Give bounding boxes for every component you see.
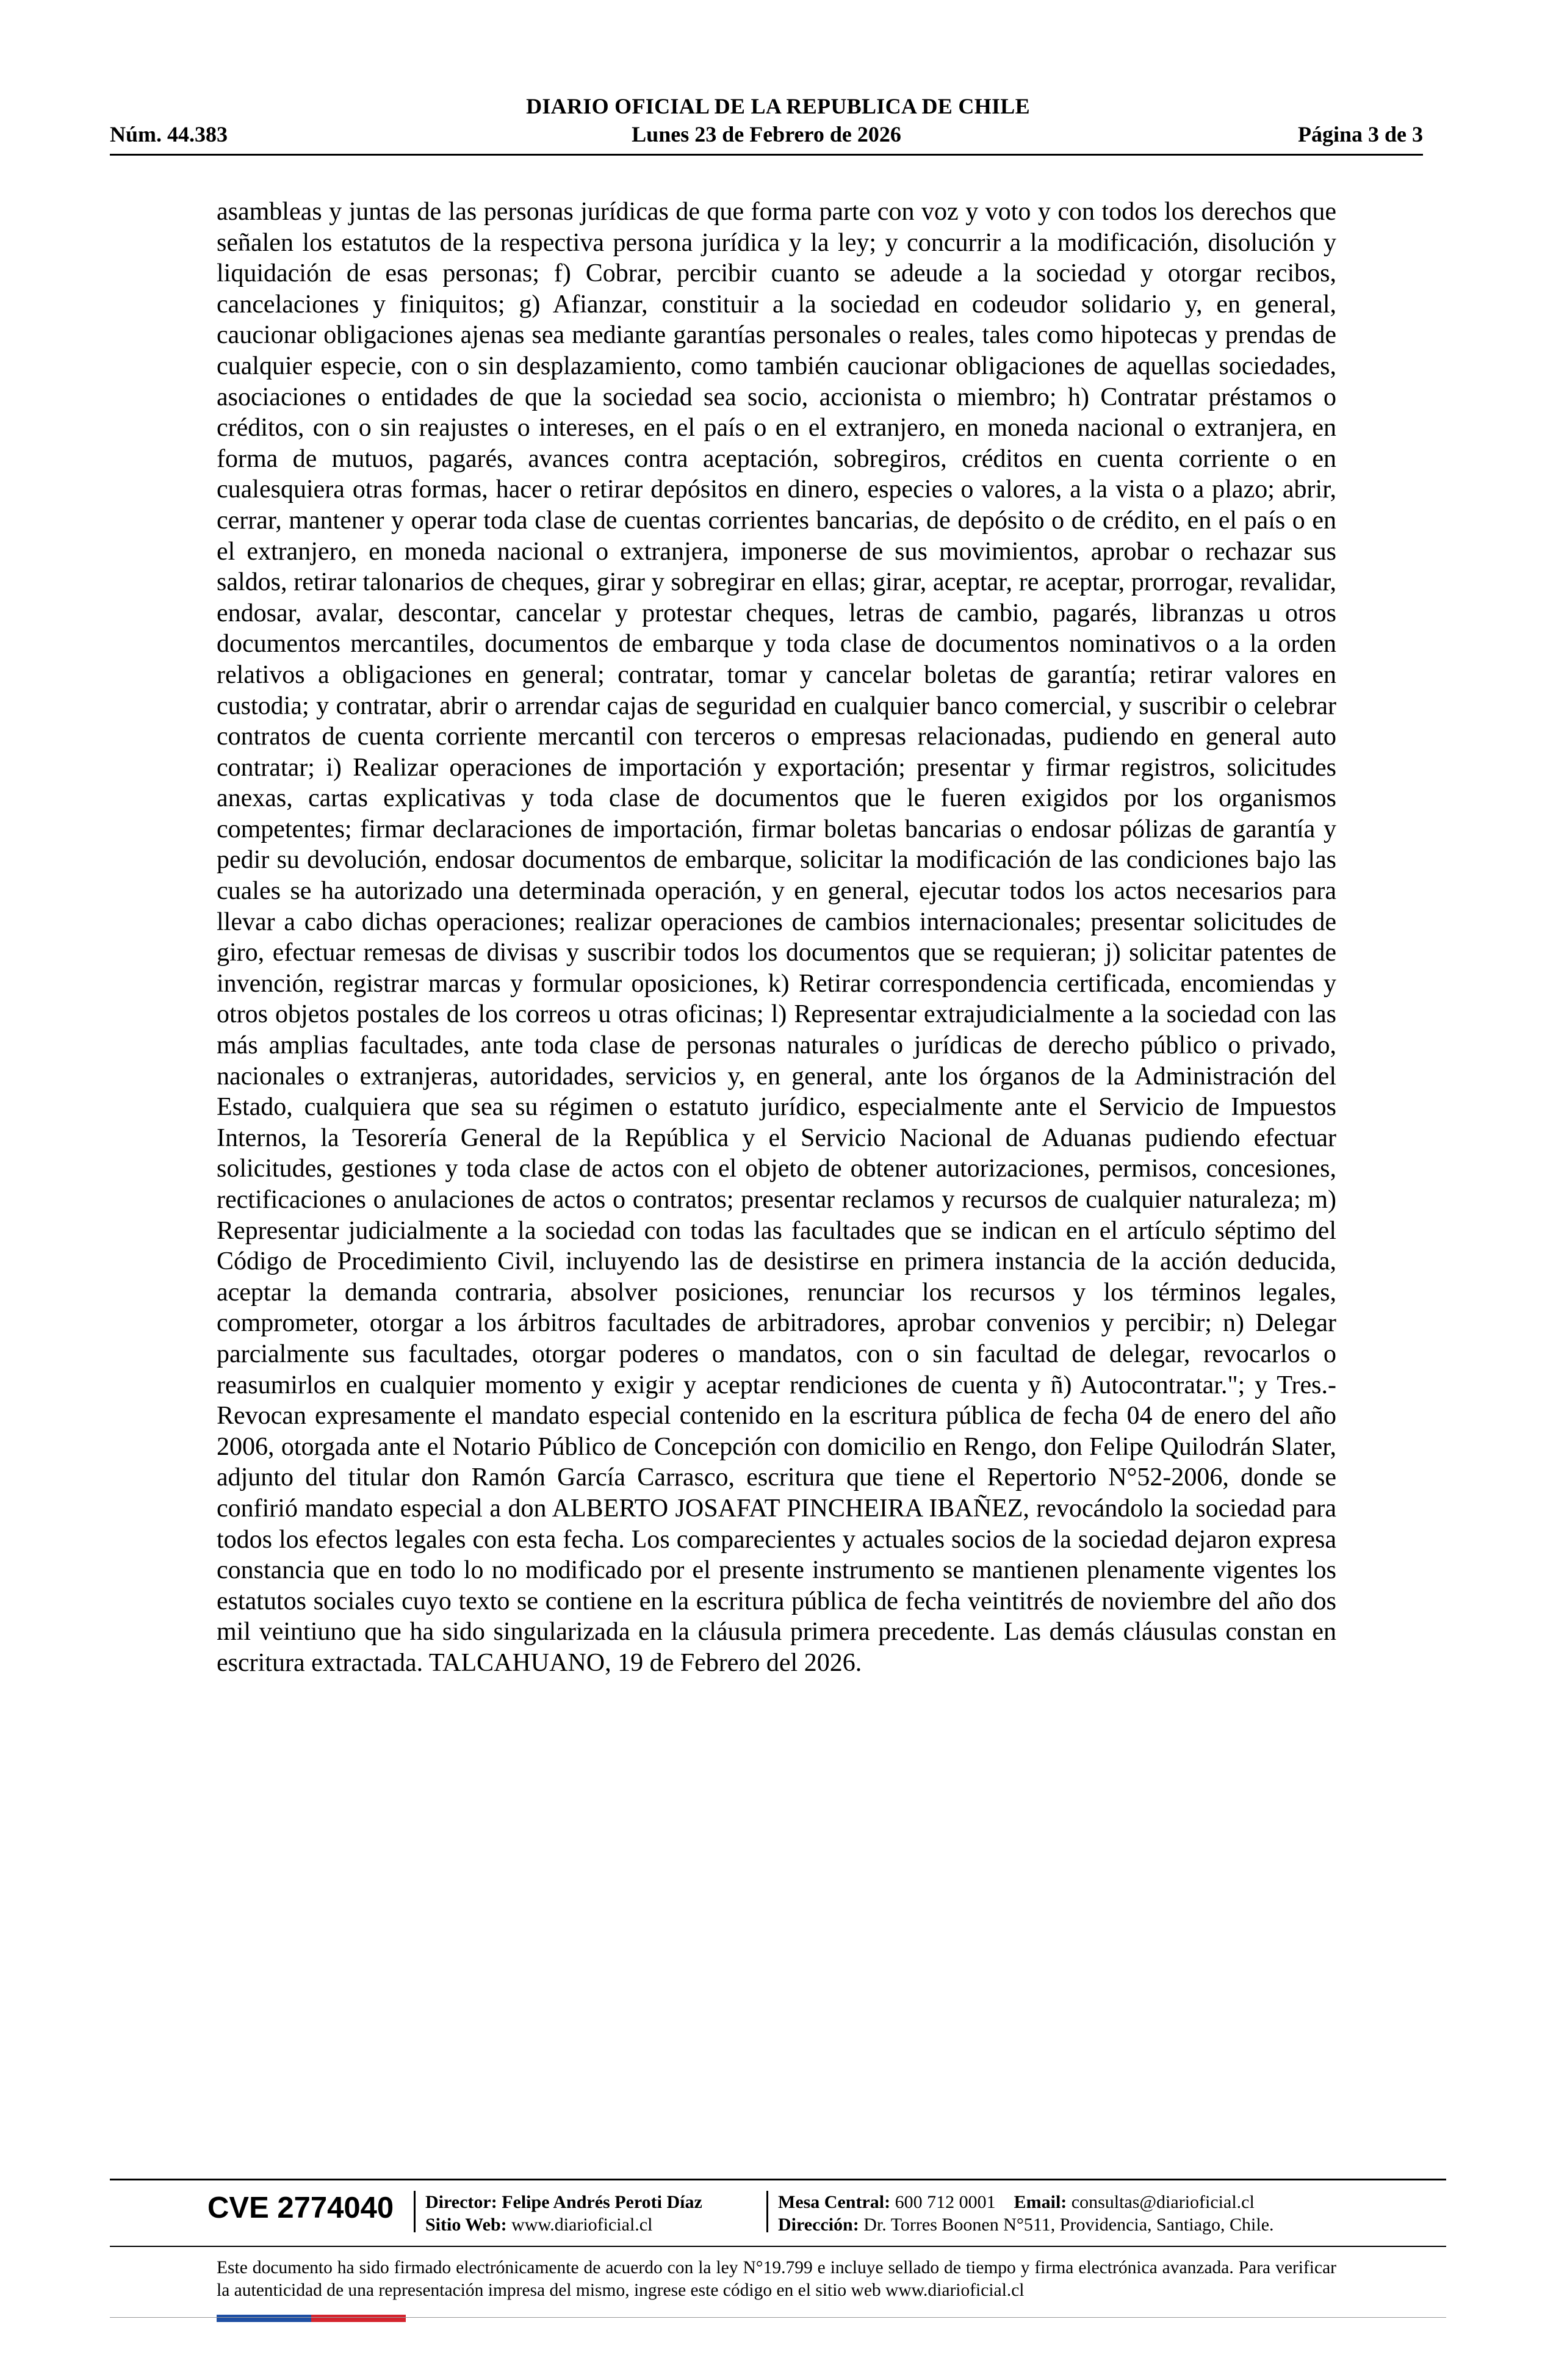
director-label: Director: [425,2192,497,2212]
footer-separator [766,2191,768,2232]
header-row [110,121,1423,148]
issue-date: Lunes 23 de Febrero de 2026 [632,122,901,146]
mesa-central-label: Mesa Central: [778,2192,891,2212]
footer-divider-top [110,2179,1446,2180]
flag-blue-segment [217,2315,311,2322]
address-label: Dirección: [778,2215,859,2235]
publication-title: DIARIO OFICIAL DE LA REPUBLICA DE CHILE [526,94,1030,118]
cve-code: CVE 2774040 [207,2191,394,2224]
issue-number: Núm. 44.383 [110,122,228,146]
website-label: Sitio Web: [425,2215,507,2235]
flag-red-segment [311,2315,406,2322]
flag-stripe [217,2315,406,2322]
address-value: Dr. Torres Boonen N°511, Providencia, Santiago, Chile. [863,2215,1274,2235]
website-link[interactable]: www.diarioficial.cl [511,2215,653,2235]
footer-separator [414,2191,416,2232]
signature-note: Este documento ha sido firmado electrónicamente de acuerdo con la ley N°19.799 e incluye sellado de tiempo y firma electrónica avanzada. Para verificar la autenticidad de una representación impresa del mismo, ingrese este código en el sitio web www.diarioficial.cl [217,2258,1336,2300]
document-body: asambleas y juntas de las personas jurídicas de que forma parte con voz y voto y con todos los derechos que señalen los estatutos de la respectiva persona jurídica y la ley; y concurrir a la modificación, disolución y liquidación de esas personas; f) Cobrar, percibir cuanto se adeude a la sociedad y otorgar recibos, cancelaciones y finiquitos; g) Afianzar, constituir a la sociedad en codeudor solidario y, en general, caucionar obligaciones ajenas sea mediante garantías personales o reales, tales como hipotecas y prendas de cualquier especie, con o sin desplazamiento, como también caucionar obligaciones de aquellas sociedades, asociaciones o entidades de que la sociedad sea socio, accionista o miembro; h) Contratar préstamos o créditos, con o sin reajustes o intereses, en el país o en el extranjero, en moneda nacional o extranjera, en forma de mutuos, pagarés, avances contra aceptación, sobregiros, créditos en cuenta corriente o en cualesquiera otras formas, hacer o retirar depósitos en dinero, especies o valores, a la vista o a plazo; abrir, cerrar, mantener y operar toda clase de cuentas corrientes bancarias, de depósito o de crédito, en el país o en el extranjero, en moneda nacional o extranjera, imponerse de sus movimientos, aprobar o rechazar sus saldos, retirar talonarios de cheques, girar y sobregirar en ellas; girar, aceptar, re aceptar, prorrogar, revalidar, endosar, avalar, descontar, cancelar y protestar cheques, letras de cambio, pagarés, libranzas u otros documentos mercantiles, documentos de embarque y toda clase de documentos nominativos o a la orden relativos a obligaciones en general; contratar, tomar y cancelar boletas de garantía; retirar valores en custodia; y contratar, abrir o arrendar cajas de seguridad en cualquier banco comercial, y suscribir o celebrar contratos de cuenta corriente mercantil con terceros o empresas relacionadas, pudiendo en general auto contratar; i) Realizar operaciones de importación y exportación; presentar y firmar registros, solicitudes anexas, cartas explicativas y toda clase de documentos que le fueren exigidos por los organismos competentes; firmar declaraciones de importación, firmar boletas bancarias o endosar pólizas de garantía y pedir su devolución, endosar documentos de embarque, solicitar la modificación de las condiciones bajo las cuales se ha autorizado una determinada operación, y en general, ejecutar todos los actos necesarios para llevar a cabo dichas operaciones; realizar operaciones de cambios internacionales; presentar solicitudes de giro, efectuar remesas de divisas y suscribir todos los documentos que se requieran; j) solicitar patentes de invención, registrar marcas y formular oposiciones, k) Retirar correspondencia certificada, encomiendas y otros objetos postales de los correos u otras oficinas; l) Representar extrajudicialmente a la sociedad con las más amplias facultades, ante toda clase de personas naturales o jurídicas de derecho público o privado, nacionales o extranjeras, autoridades, servicios y, en general, ante los órganos de la Administración del Estado, cualquiera que sea su régimen o estatuto jurídico, especialmente ante el Servicio de Impuestos Internos, la Tesorería General de la República y el Servicio Nacional de Aduanas pudiendo efectuar solicitudes, gestiones y toda clase de actos con el objeto de obtener autorizaciones, permisos, concesiones, rectificaciones o anulaciones de actos o contratos; presentar reclamos y recursos de cualquier naturaleza; m) Representar judicialmente a la sociedad con todas las facultades que se indican en el artículo séptimo del Código de Procedimiento Civil, incluyendo las de desistirse en primera instancia de la acción deducida, aceptar la demanda contraria, absolver posiciones, renunciar los recursos y los términos legales, comprometer, otorgar a los árbitros facultades de arbitradores, aprobar convenios y percibir; n) Delegar parcialmente sus facultades, otorgar poderes o mandatos, con o sin facultad de delegar, revocarlos o reasumirlos en cualquier momento y exigir y aceptar rendiciones de cuenta y ñ) Autocontratar."; y Tres.- Revocan expresamente el mandato especial contenido en la escritura pública de fecha 04 de enero del año 2006, otorgada ante el Notario Público de Concepción con domicilio en Rengo, don Felipe Quilodrán Slater, adjunto del titular don Ramón García Carrasco, escritura que tiene el Repertorio N°52-2006, donde se confirió mandato especial a don ALBERTO JOSAFAT PINCHEIRA IBAÑEZ, revocándolo la sociedad para todos los efectos legales con esta fecha. Los comparecientes y actuales socios de la sociedad dejaron expresa constancia que en todo lo no modificado por el presente instrumento se mantienen plenamente vigentes los estatutos sociales cuyo texto se contiene en la escritura pública de fecha veintitrés de noviembre del año dos mil veintiuno que ha sido singularizada en la cláusula primera precedente. Las demás cláusulas constan en escritura extractada. TALCAHUANO, 19 de Febrero del 2026. [217,198,1336,1677]
mesa-central-phone: 600 712 0001 [895,2192,996,2212]
footer-divider-bottom [110,2317,1446,2318]
director-name: Felipe Andrés Peroti Díaz [502,2192,702,2212]
footer-director-block [425,2191,702,2236]
email-label: Email: [1014,2192,1067,2212]
footer-divider-middle [110,2246,1446,2247]
page-indicator: Página 3 de 3 [1297,122,1423,146]
header-divider [110,154,1423,156]
footer-contact-block [778,2191,1274,2236]
email-link[interactable]: consultas@diarioficial.cl [1071,2192,1255,2212]
